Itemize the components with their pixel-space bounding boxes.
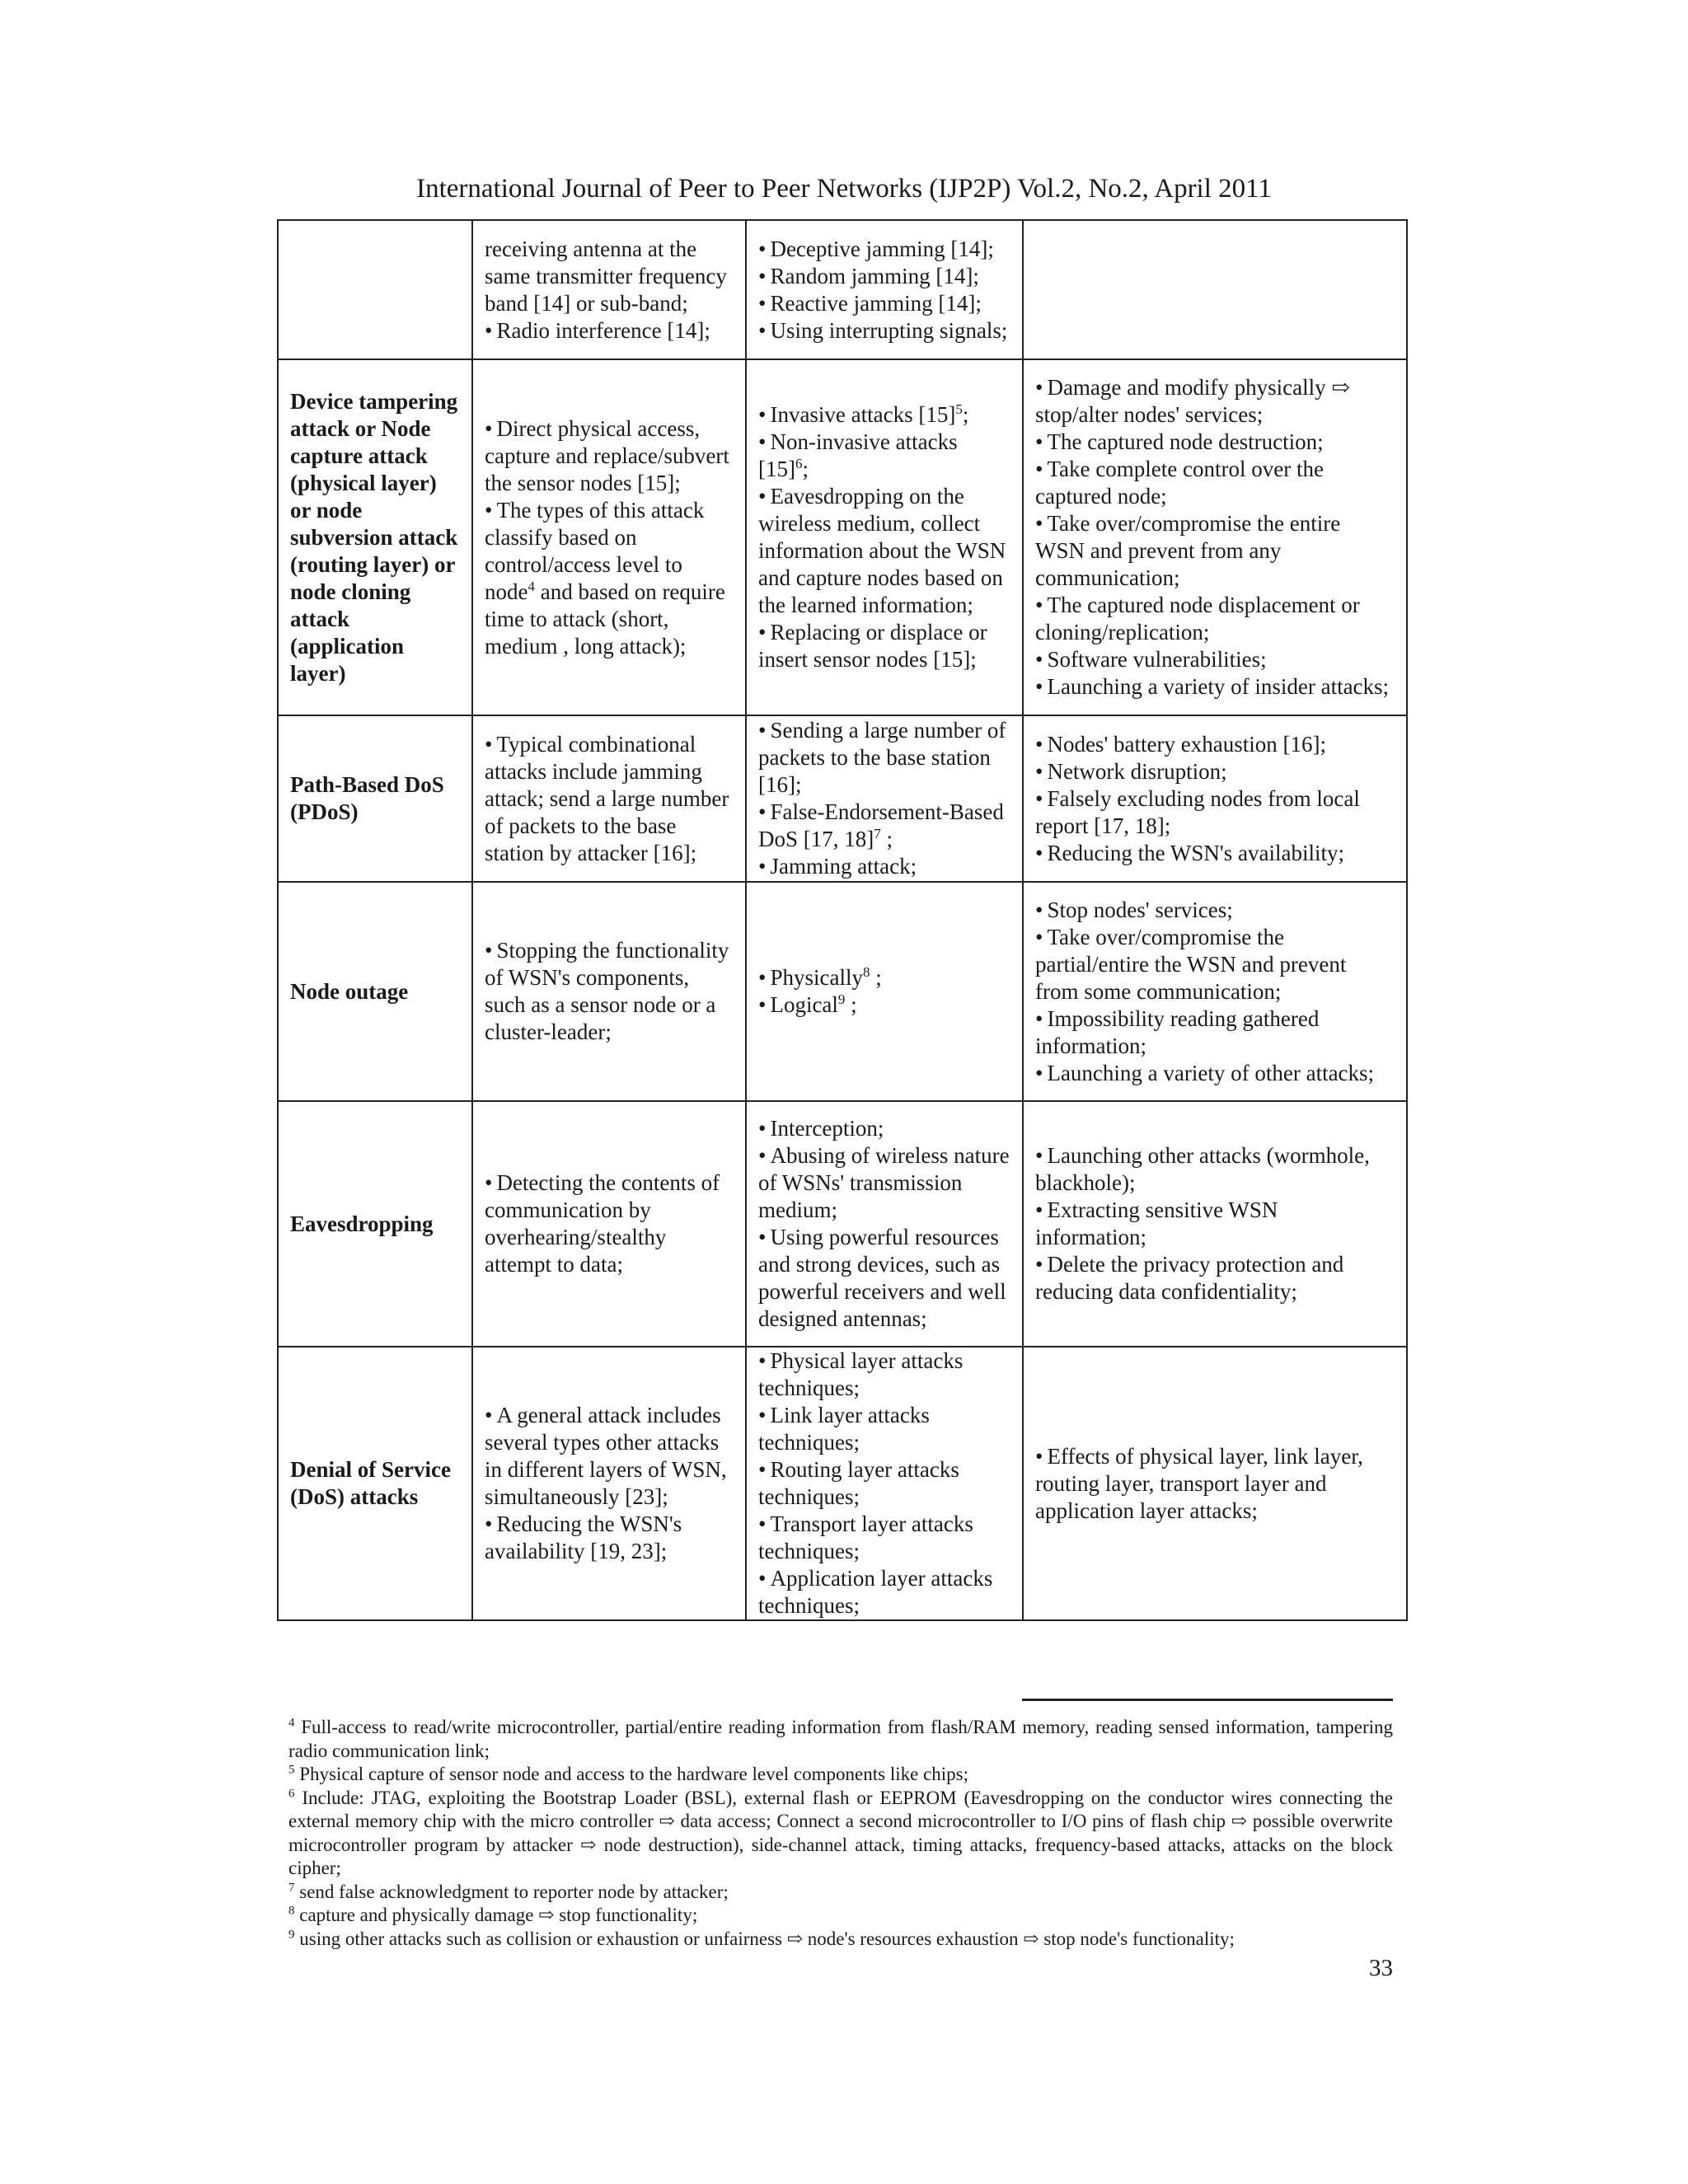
- bullet-icon: •: [758, 1225, 767, 1249]
- item-text: The captured node displacement or cloning/replication;: [1035, 593, 1360, 644]
- bullet-icon: •: [1035, 647, 1043, 672]
- methods-cell: [746, 1101, 1023, 1347]
- attack-name-cell: Device tampering attack or Node capture attack (physical layer) or node subversion attack (routing layer) or node cloning attack (application layer): [278, 359, 472, 715]
- item-text: Link layer attacks techniques;: [758, 1403, 930, 1455]
- item-text: Using interrupting signals;: [770, 317, 1008, 343]
- bullet-item: [758, 429, 1010, 483]
- bullet-item: [758, 1142, 1010, 1224]
- bullet-list: [485, 1402, 734, 1565]
- attack-name-cell: Node outage: [278, 882, 472, 1101]
- bullet-icon: •: [485, 317, 493, 343]
- footnote: [288, 1763, 1393, 1787]
- bullet-icon: •: [1035, 840, 1043, 865]
- bullet-icon: •: [1035, 457, 1043, 481]
- bullet-item: [758, 799, 1010, 853]
- bullet-item: [758, 1115, 1010, 1142]
- item-text: Random jamming [14];: [770, 263, 979, 288]
- item-text-suffix: ;: [802, 457, 809, 481]
- item-text: Network disruption;: [1047, 758, 1227, 784]
- text-item: [485, 236, 734, 317]
- bullet-item: [758, 991, 1010, 1019]
- bullet-item: [758, 964, 1010, 991]
- bullet-icon: •: [485, 731, 493, 757]
- methods-cell: [746, 359, 1023, 715]
- bullet-item: [1035, 510, 1395, 592]
- item-text: Software vulnerabilities;: [1047, 647, 1267, 672]
- bullet-icon: •: [485, 938, 493, 963]
- description-cell: [472, 882, 746, 1101]
- bullet-icon: •: [758, 429, 767, 454]
- bullet-item: [1035, 840, 1395, 867]
- footnote-text: capture and physically damage ⇨ stop functionality;: [299, 1905, 698, 1925]
- bullet-item: [758, 483, 1010, 619]
- bullet-icon: •: [758, 1511, 767, 1536]
- bullet-item: [758, 263, 1010, 290]
- footnote-marker: 5: [955, 401, 963, 417]
- bullet-item: [758, 1402, 1010, 1456]
- bullet-icon: •: [1035, 1443, 1043, 1469]
- bullet-icon: •: [758, 992, 767, 1017]
- bullet-icon: •: [758, 718, 767, 743]
- methods-cell: [746, 1347, 1023, 1620]
- bullet-icon: •: [1035, 731, 1043, 757]
- bullet-icon: •: [758, 1348, 767, 1373]
- footnote-text: using other attacks such as collision or exhaustion or unfairness ⇨ node's resources exhaustion ⇨ stop node's functionality;: [299, 1928, 1235, 1949]
- footnote-marker: 4: [528, 578, 535, 594]
- item-text: Direct physical access, capture and replace/subvert the sensor nodes [15];: [485, 415, 729, 495]
- bullet-item: [1035, 897, 1395, 924]
- item-text-suffix: ;: [870, 965, 882, 990]
- table-row: [278, 882, 1407, 1101]
- bullet-icon: •: [1035, 1197, 1043, 1222]
- bullet-item: [1035, 758, 1395, 785]
- item-text: Detecting the contents of communication by overhearing/stealthy attempt to data;: [485, 1170, 720, 1277]
- bullet-item: [1035, 429, 1395, 456]
- bullet-icon: •: [758, 854, 767, 879]
- item-text: Interception;: [770, 1116, 884, 1141]
- bullet-icon: •: [1035, 1060, 1043, 1085]
- footnote-text: Physical capture of sensor node and access to the hardware level components like chips;: [299, 1764, 969, 1784]
- item-text: Take complete control over the captured node;: [1035, 457, 1324, 509]
- bullet-item: [758, 1347, 1010, 1402]
- item-text: Replacing or displace or insert sensor nodes [15];: [758, 620, 987, 672]
- bullet-icon: •: [1035, 785, 1043, 811]
- bullet-list: [1035, 1443, 1395, 1525]
- bullet-item: [758, 1456, 1010, 1511]
- item-text: Application layer attacks techniques;: [758, 1566, 993, 1618]
- footnote-text: Full-access to read/write microcontroller, partial/entire reading information from flash/RAM memory, reading sensed information, tampering radio communication link;: [288, 1717, 1393, 1761]
- table-row: [278, 715, 1407, 882]
- item-text: Extracting sensitive WSN information;: [1035, 1197, 1278, 1249]
- effects-cell: [1023, 715, 1407, 882]
- bullet-item: [758, 401, 1010, 429]
- table-row: [278, 359, 1407, 715]
- item-text-suffix: ;: [845, 992, 857, 1017]
- footnote: [288, 1787, 1393, 1881]
- item-text: Stop nodes' services;: [1047, 897, 1233, 922]
- item-text: Launching a variety of insider attacks;: [1047, 674, 1390, 699]
- item-text: Launching other attacks (wormhole, blackhole);: [1035, 1143, 1370, 1195]
- footnote-number: 6: [288, 1786, 295, 1800]
- item-text: Abusing of wireless nature of WSNs' transmission medium;: [758, 1143, 1010, 1222]
- bullet-icon: •: [485, 1170, 493, 1195]
- bullet-icon: •: [758, 263, 767, 288]
- bullet-item: [1035, 1251, 1395, 1305]
- methods-cell: [746, 715, 1023, 882]
- footnote: [288, 1881, 1393, 1905]
- methods-cell: [746, 882, 1023, 1101]
- bullet-icon: •: [758, 620, 767, 644]
- footnote-number: 9: [288, 1927, 295, 1941]
- item-text: False-Endorsement-Based DoS [17, 18]: [758, 799, 1004, 851]
- bullet-item: [485, 731, 734, 867]
- footnote-marker: 6: [795, 456, 803, 471]
- item-text: Routing layer attacks techniques;: [758, 1457, 959, 1509]
- bullet-icon: •: [758, 236, 767, 261]
- footnote-number: 8: [288, 1904, 295, 1918]
- journal-header: International Journal of Peer to Peer Networks (IJP2P) Vol.2, No.2, April 2011: [416, 174, 1272, 204]
- footnote-rule: [1022, 1699, 1393, 1701]
- item-text: Eavesdropping on the wireless medium, collect information about the WSN and capture nodes based on the learned information;: [758, 484, 1006, 617]
- item-text: Physically: [770, 965, 863, 990]
- bullet-list: [1035, 731, 1395, 867]
- bullet-item: [1035, 374, 1395, 429]
- item-text: Using powerful resources and strong devices, such as powerful receivers and well designed antennas;: [758, 1225, 1006, 1331]
- item-text: Logical: [770, 992, 838, 1017]
- bullet-icon: •: [485, 1511, 493, 1536]
- bullet-item: [1035, 456, 1395, 510]
- bullet-icon: •: [485, 497, 493, 523]
- attack-name-cell: [278, 220, 472, 359]
- item-text: Nodes' battery exhaustion [16];: [1047, 731, 1326, 757]
- bullet-list: [1035, 1142, 1395, 1305]
- item-text: Reducing the WSN's availability;: [1047, 840, 1345, 865]
- bullet-item: [485, 317, 734, 344]
- table-row: [278, 1101, 1407, 1347]
- item-text: Sending a large number of packets to the base station [16];: [758, 718, 1006, 797]
- bullet-item: [485, 497, 734, 660]
- bullet-icon: •: [758, 317, 767, 343]
- bullet-icon: •: [1035, 897, 1043, 922]
- bullet-icon: •: [485, 1403, 493, 1427]
- bullet-item: [758, 853, 1010, 880]
- bullet-list: [758, 236, 1010, 344]
- bullet-icon: •: [758, 402, 767, 427]
- bullet-icon: •: [1035, 1143, 1043, 1168]
- bullet-icon: •: [758, 290, 767, 316]
- bullet-item: [1035, 592, 1395, 646]
- attack-name-cell: Eavesdropping: [278, 1101, 472, 1347]
- item-text: Invasive attacks [15]: [770, 402, 956, 427]
- item-text: Take over/compromise the partial/entire the WSN and prevent from some communication;: [1035, 924, 1347, 1004]
- effects-cell: [1023, 882, 1407, 1101]
- table-row: [278, 1347, 1407, 1620]
- page-number: 33: [1369, 1955, 1393, 1981]
- bullet-icon: •: [1035, 674, 1043, 699]
- bullet-icon: •: [758, 1566, 767, 1591]
- item-text: Typical combinational attacks include jamming attack; send a large number of packets to the base station by attacker [16];: [485, 731, 729, 865]
- bullet-icon: •: [1035, 511, 1043, 536]
- item-text: Non-invasive attacks [15]: [758, 429, 958, 481]
- footnote-marker: 8: [862, 964, 870, 980]
- bullet-item: [758, 717, 1010, 799]
- bullet-item: [485, 1511, 734, 1565]
- item-text: The captured node destruction;: [1047, 429, 1324, 454]
- footnote-marker: 7: [874, 826, 881, 841]
- bullet-item: [758, 236, 1010, 263]
- footnote: [288, 1928, 1393, 1952]
- item-text: Launching a variety of other attacks;: [1047, 1060, 1375, 1085]
- bullet-item: [758, 619, 1010, 673]
- item-text: Impossibility reading gathered information;: [1035, 1005, 1320, 1058]
- effects-cell: [1023, 359, 1407, 715]
- footnotes: [288, 1716, 1393, 1951]
- effects-cell: [1023, 1347, 1407, 1620]
- item-text-suffix: and based on require time to attack (short, medium , long attack);: [485, 579, 725, 658]
- bullet-item: [1035, 731, 1395, 758]
- bullet-list: [485, 236, 734, 344]
- footnote-number: 4: [288, 1716, 295, 1730]
- item-text: Deceptive jamming [14];: [770, 236, 994, 261]
- bullet-icon: •: [1035, 593, 1043, 617]
- description-cell: [472, 359, 746, 715]
- item-text: The types of this attack classify based on control/access level to node: [485, 497, 705, 604]
- bullet-icon: •: [1035, 1252, 1043, 1277]
- bullet-list: [758, 1347, 1010, 1619]
- item-text-suffix: ;: [962, 402, 969, 427]
- footnote-text: send false acknowledgment to reporter node by attacker;: [299, 1881, 729, 1902]
- item-text: Falsely excluding nodes from local report [17, 18];: [1035, 785, 1360, 838]
- item-text: Stopping the functionality of WSN's components, such as a sensor node or a cluster-leader;: [485, 938, 729, 1044]
- attack-name-cell: Path-Based DoS (PDoS): [278, 715, 472, 882]
- bullet-icon: •: [758, 1116, 767, 1141]
- methods-cell: [746, 220, 1023, 359]
- item-text: Reactive jamming [14];: [770, 290, 982, 316]
- item-text: A general attack includes several types other attacks in different layers of WSN, simultaneously [23];: [485, 1403, 727, 1509]
- bullet-list: [758, 964, 1010, 1019]
- bullet-list: [485, 415, 734, 660]
- bullet-item: [1035, 1142, 1395, 1197]
- bullet-icon: •: [485, 415, 493, 441]
- bullet-item: [758, 1565, 1010, 1619]
- bullet-icon: •: [758, 965, 767, 990]
- bullet-item: [1035, 785, 1395, 840]
- bullet-icon: •: [758, 1457, 767, 1482]
- bullet-icon: •: [758, 799, 767, 824]
- description-cell: [472, 1101, 746, 1347]
- footnote-number: 5: [288, 1763, 295, 1777]
- bullet-item: [1035, 1005, 1395, 1060]
- table-row: [278, 220, 1407, 359]
- bullet-icon: •: [1035, 924, 1043, 949]
- item-text: Physical layer attacks techniques;: [758, 1348, 964, 1400]
- item-text: Jamming attack;: [770, 854, 917, 879]
- description-cell: [472, 220, 746, 359]
- bullet-list: [1035, 374, 1395, 701]
- item-text: Transport layer attacks techniques;: [758, 1511, 973, 1563]
- bullet-icon: •: [758, 1143, 767, 1168]
- attack-table: [277, 219, 1408, 1621]
- bullet-item: [1035, 1060, 1395, 1087]
- bullet-item: [1035, 924, 1395, 1005]
- bullet-icon: •: [758, 1403, 767, 1427]
- item-text-suffix: ;: [880, 827, 893, 851]
- bullet-list: [485, 937, 734, 1046]
- bullet-list: [1035, 897, 1395, 1087]
- bullet-item: [485, 1402, 734, 1511]
- bullet-item: [1035, 1197, 1395, 1251]
- effects-cell: [1023, 220, 1407, 359]
- item-text: receiving antenna at the same transmitter frequency band [14] or sub-band;: [485, 236, 727, 316]
- bullet-icon: •: [1035, 429, 1043, 454]
- bullet-icon: •: [758, 484, 767, 509]
- bullet-item: [1035, 1443, 1395, 1525]
- bullet-item: [1035, 646, 1395, 673]
- attack-table-body: [278, 220, 1407, 1620]
- footnote: [288, 1716, 1393, 1763]
- footnote-text: Include: JTAG, exploiting the Bootstrap Loader (BSL), external flash or EEPROM (Eavesdropping on the conductor wires connecting the external memory chip with the micro controller ⇨ data access; Connect a second microcontroller to I/O pins of flash chip ⇨ possible overwrite microcontroller program by attacker ⇨ node destruction), side-channel attack, timing attacks, frequency-based attacks, attacks on the block cipher;: [288, 1787, 1394, 1878]
- item-text: Radio interference [14];: [496, 317, 710, 343]
- bullet-item: [758, 290, 1010, 317]
- bullet-icon: •: [1035, 1005, 1043, 1031]
- effects-cell: [1023, 1101, 1407, 1347]
- bullet-item: [758, 1224, 1010, 1333]
- bullet-list: [758, 401, 1010, 673]
- bullet-item: [758, 317, 1010, 344]
- footnote-number: 7: [288, 1880, 295, 1894]
- bullet-icon: •: [1035, 758, 1043, 784]
- bullet-item: [758, 1511, 1010, 1565]
- attack-name-cell: Denial of Service (DoS) attacks: [278, 1347, 472, 1620]
- description-cell: [472, 715, 746, 882]
- bullet-item: [485, 415, 734, 497]
- bullet-icon: •: [1035, 375, 1043, 400]
- item-text: Delete the privacy protection and reducing data confidentiality;: [1035, 1252, 1344, 1304]
- bullet-item: [485, 937, 734, 1046]
- bullet-list: [758, 717, 1010, 880]
- item-text: Effects of physical layer, link layer, routing layer, transport layer and application layer attacks;: [1035, 1443, 1363, 1523]
- footnote-marker: 9: [837, 991, 846, 1007]
- bullet-item: [485, 1169, 734, 1278]
- item-text: Reducing the WSN's availability [19, 23];: [485, 1511, 682, 1563]
- item-text: Damage and modify physically ⇨ stop/alter nodes' services;: [1035, 375, 1350, 427]
- bullet-list: [485, 731, 734, 867]
- item-text: Take over/compromise the entire WSN and prevent from any communication;: [1035, 511, 1341, 590]
- bullet-list: [758, 1115, 1010, 1333]
- bullet-item: [1035, 673, 1395, 701]
- bullet-list: [485, 1169, 734, 1278]
- footnote: [288, 1904, 1393, 1928]
- description-cell: [472, 1347, 746, 1620]
